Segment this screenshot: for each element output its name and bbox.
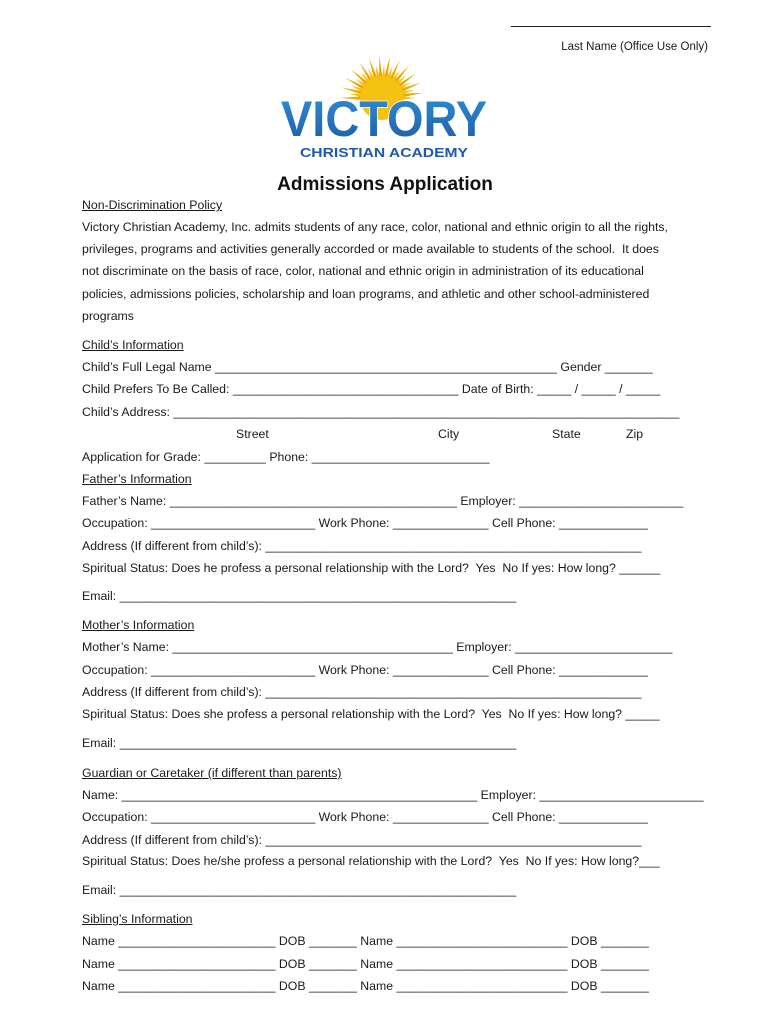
address-zip-label: Zip xyxy=(626,427,644,441)
guardian-occupation-field[interactable]: Occupation: ________________________ Work Phone: ______________ Cell Phone: _____________ xyxy=(82,810,648,824)
guardian-heading: Guardian or Caretaker (if different than parents) xyxy=(82,766,342,780)
policy-line: Victory Christian Academy, Inc. admits students of any race, color, national and ethnic origin to all the rights, xyxy=(82,220,668,234)
victory-christian-academy-logo xyxy=(270,56,498,166)
guardian-email-field[interactable]: Email: __________________________________________________________ xyxy=(82,883,517,897)
mother-occupation-field[interactable]: Occupation: ________________________ Work Phone: ______________ Cell Phone: _____________ xyxy=(82,663,648,677)
mother-address-field[interactable]: Address (If different from child’s): _______________________________________________________ xyxy=(82,685,642,699)
child-heading: Child’s Information xyxy=(82,338,184,352)
logo-word: VICTORY xyxy=(281,91,487,147)
guardian-spiritual-field[interactable]: Spiritual Status: Does he/she profess a personal relationship with the Lord? Yes No If yes: How long?___ xyxy=(82,854,660,868)
child-prefers-dob-field[interactable]: Child Prefers To Be Called: _________________________________ Date of Birth: _____ / _____ / _____ xyxy=(82,382,661,396)
mother-email-field[interactable]: Email: __________________________________________________________ xyxy=(82,736,517,750)
policy-line: policies, admissions policies, scholarship and loan programs, and athletic and other school-administered xyxy=(82,287,650,301)
sibling-row[interactable]: Name _______________________ DOB _______ Name _________________________ DOB _______ xyxy=(82,957,649,971)
policy-line: not discriminate on the basis of race, color, national and ethnic origin in administration of its educational xyxy=(82,264,644,278)
sun-ray xyxy=(379,56,383,78)
father-name-field[interactable]: Father’s Name: __________________________________________ Employer: ________________________ xyxy=(82,494,684,508)
address-street-label: Street xyxy=(236,427,269,441)
father-email-field[interactable]: Email: __________________________________________________________ xyxy=(82,589,517,603)
policy-heading: Non-Discrimination Policy xyxy=(82,198,223,212)
guardian-name-field[interactable]: Name: ____________________________________________________ Employer: ________________________ xyxy=(82,788,704,802)
mother-name-field[interactable]: Mother’s Name: _________________________________________ Employer: _______________________ xyxy=(82,640,673,654)
sibling-row[interactable]: Name _______________________ DOB _______ Name _________________________ DOB _______ xyxy=(82,979,649,993)
sibling-row[interactable]: Name _______________________ DOB _______ Name _________________________ DOB _______ xyxy=(82,934,649,948)
mother-spiritual-field[interactable]: Spiritual Status: Does she profess a personal relationship with the Lord? Yes No If yes: How long? _____ xyxy=(82,707,660,721)
father-occupation-field[interactable]: Occupation: ________________________ Work Phone: ______________ Cell Phone: _____________ xyxy=(82,516,648,530)
address-state-label: State xyxy=(552,427,581,441)
father-spiritual-field[interactable]: Spiritual Status: Does he profess a personal relationship with the Lord? Yes No If yes: How long? ______ xyxy=(82,561,661,575)
page-title: Admissions Application xyxy=(277,174,493,195)
policy-line: privileges, programs and activities generally accorded or made available to students of the school. It does xyxy=(82,242,659,256)
mother-heading: Mother’s Information xyxy=(82,618,195,632)
siblings-heading: Sibling’s Information xyxy=(82,912,193,926)
grade-phone-field[interactable]: Application for Grade: _________ Phone: __________________________ xyxy=(82,450,490,464)
father-heading: Father’s Information xyxy=(82,472,192,486)
office-use-line[interactable] xyxy=(511,26,711,27)
address-city-label: City xyxy=(438,427,460,441)
guardian-address-field[interactable]: Address (If different from child’s): _______________________________________________________ xyxy=(82,833,642,847)
policy-line: programs xyxy=(82,309,134,323)
office-use-label: Last Name (Office Use Only) xyxy=(561,41,708,53)
father-address-field[interactable]: Address (If different from child’s): _______________________________________________________ xyxy=(82,539,642,553)
child-full-name-field[interactable]: Child’s Full Legal Name __________________________________________________ Gender _______ xyxy=(82,360,653,374)
child-address-field[interactable]: Child’s Address: __________________________________________________________________________ xyxy=(82,405,680,419)
logo-subtitle: CHRISTIAN ACADEMY xyxy=(300,146,469,160)
